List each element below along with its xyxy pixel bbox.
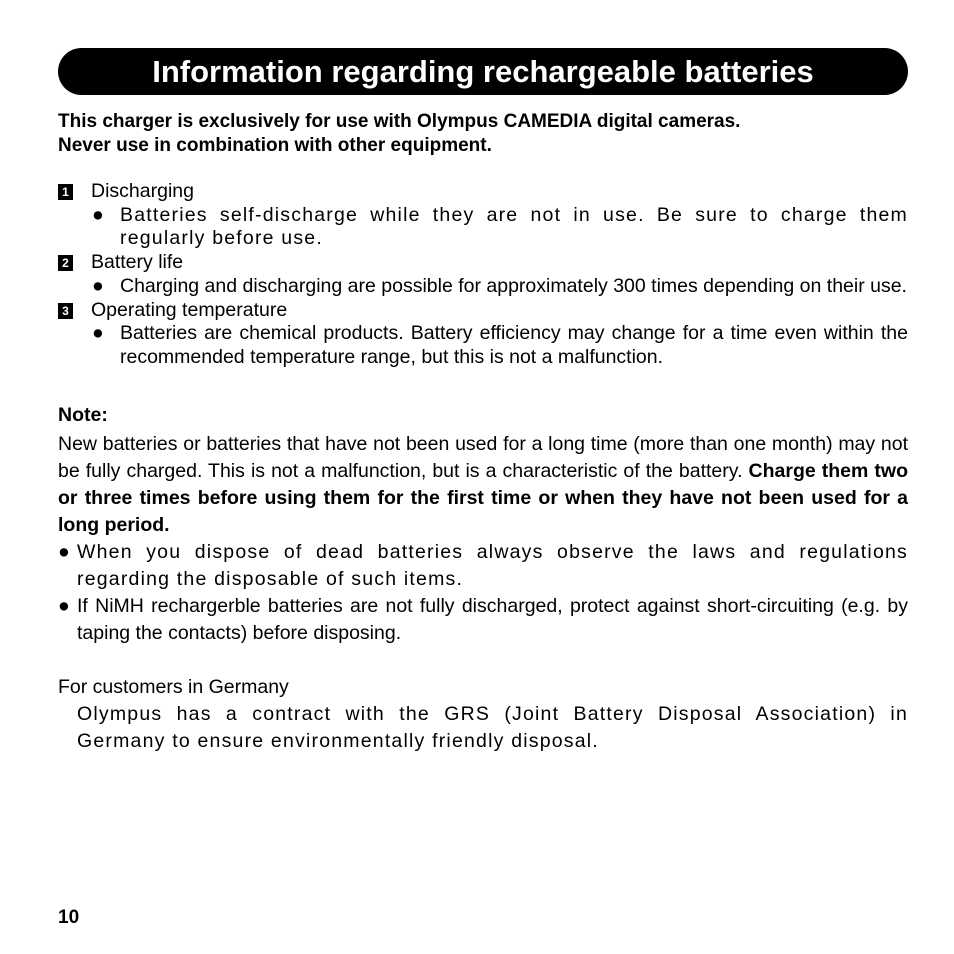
number-badge: 1 [58,184,73,200]
note-bold-text: Charge them two or three times before using them for the first time or when they have not been used for a long period. [58,460,908,536]
item-heading: Discharging [91,180,194,202]
note-bullet-text: If NiMH rechargerble batteries are not fully discharged, protect against short-circuiting (e.g. by taping the contacts) before disposing. [77,595,908,644]
item-heading: Battery life [91,251,184,274]
item-battery-life [58,251,908,298]
note-paragraph [58,431,908,539]
item-text: Batteries self-discharge while they are not in use. Be sure to charge them regularly before use. [120,203,908,250]
note-bullet-item [58,593,908,647]
germany-text: Olympus has a contract with the GRS (Joint Battery Disposal Association) in Germany to ensure environmentally friendly disposal. [77,703,908,752]
note-text: New batteries or batteries that have not been used for a long time (more than one month) may not be fully charged. This is not a malfunction, but is a characteristic of the battery. [58,433,908,482]
numbered-items [58,180,908,370]
item-discharging [58,180,908,251]
bullet-icon: ● [92,322,104,345]
bullet-icon: ● [92,203,105,226]
item-operating-temperature [58,299,908,370]
intro-warning [58,110,908,158]
intro-line-2: Never use in combination with other equipment. [58,135,492,156]
item-heading: Operating temperature [91,298,288,321]
bullet-icon: ● [58,541,71,563]
note-heading: Note: [58,404,108,426]
bullet-icon: ● [92,274,104,297]
bullet-icon: ● [58,595,70,617]
note-bullet-item [58,539,908,593]
note-bullet-list [58,539,908,647]
page-number: 10 [58,907,80,928]
germany-heading: For customers in Germany [58,676,289,698]
note-bullet-text: When you dispose of dead batteries always observe the laws and regulations regarding the disposable of such items. [77,541,908,590]
number-badge: 2 [58,255,73,271]
item-text: Batteries are chemical products. Battery efficiency may change for a time even within the recommended temperature range, but this is not a malfunction. [120,322,908,368]
page-title: Information regarding rechargeable batteries [58,48,908,95]
number-badge: 3 [58,303,73,319]
item-text: Charging and discharging are possible for approximately 300 times depending on their use. [120,274,907,297]
intro-line-1: This charger is exclusively for use with Olympus CAMEDIA digital cameras. [58,111,741,132]
